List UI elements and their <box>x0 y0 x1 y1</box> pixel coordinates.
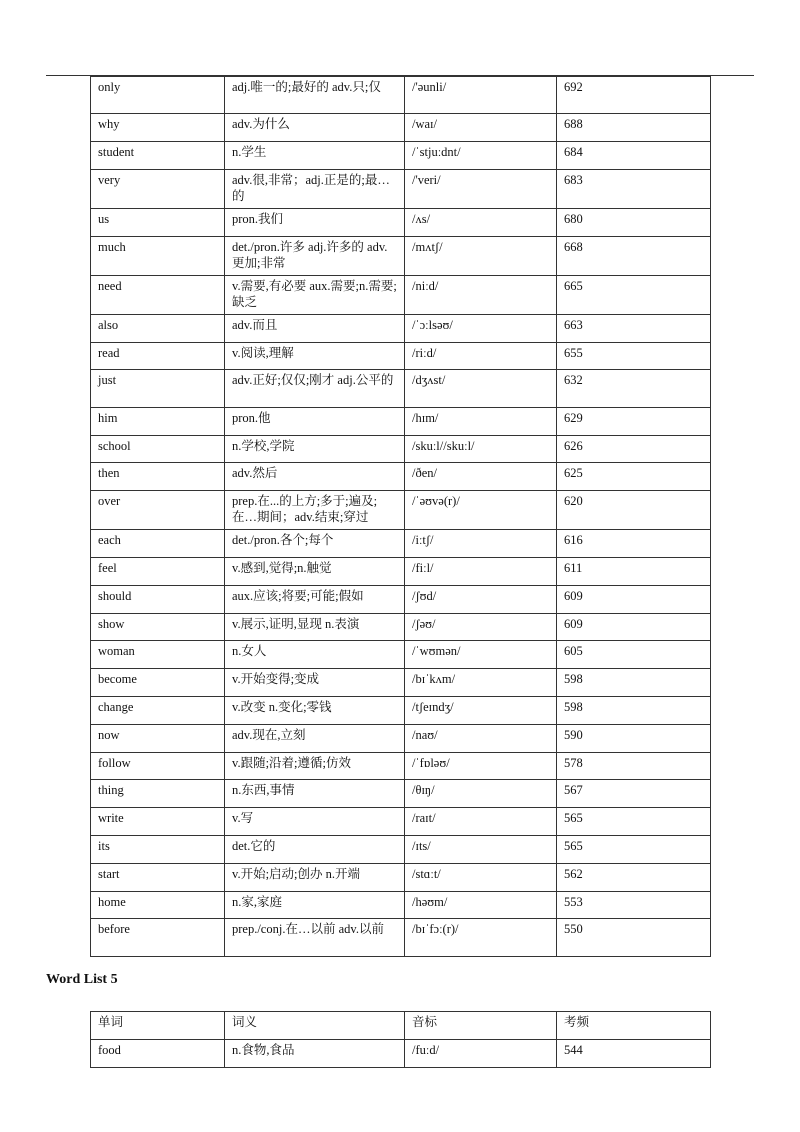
frequency-cell: 590 <box>557 724 711 752</box>
frequency-cell: 683 <box>557 169 711 208</box>
phonetic-cell: /'veri/ <box>405 169 557 208</box>
phonetic-cell: /θɪŋ/ <box>405 780 557 808</box>
frequency-cell: 598 <box>557 669 711 697</box>
frequency-cell: 605 <box>557 641 711 669</box>
phonetic-cell: /'əunli/ <box>405 77 557 114</box>
phonetic-cell: /ˈɔːlsəʊ/ <box>405 314 557 342</box>
phonetic-cell: /ˈwʊmən/ <box>405 641 557 669</box>
table-row <box>91 752 711 780</box>
table-row <box>91 919 711 956</box>
phonetic-cell: /stɑːt/ <box>405 863 557 891</box>
table-row <box>91 275 711 314</box>
table-row <box>91 463 711 491</box>
word-cell: change <box>91 696 225 724</box>
word-cell: very <box>91 169 225 208</box>
phonetic-cell: /iːtʃ/ <box>405 530 557 558</box>
phonetic-cell: /tʃeɪndʒ/ <box>405 696 557 724</box>
frequency-cell: 544 <box>557 1040 711 1068</box>
word-cell: food <box>91 1040 225 1068</box>
frequency-cell: 625 <box>557 463 711 491</box>
table-row <box>91 557 711 585</box>
frequency-cell: 692 <box>557 77 711 114</box>
table-row <box>91 808 711 836</box>
word-cell: feel <box>91 557 225 585</box>
frequency-cell: 629 <box>557 407 711 435</box>
table-row <box>91 370 711 407</box>
word-cell: each <box>91 530 225 558</box>
word-cell: school <box>91 435 225 463</box>
meaning-cell: v.开始;启动;创办 n.开端 <box>225 863 405 891</box>
meaning-cell: v.展示,证明,显现 n.表演 <box>225 613 405 641</box>
phonetic-cell: /ˈəʊvə(r)/ <box>405 491 557 530</box>
word-cell: student <box>91 142 225 170</box>
word-cell: us <box>91 208 225 236</box>
table-row <box>91 407 711 435</box>
column-header-phonetic: 音标 <box>405 1012 557 1040</box>
vocabulary-table <box>90 76 711 957</box>
phonetic-cell: /hɪm/ <box>405 407 557 435</box>
meaning-cell: adj.唯一的;最好的 adv.只;仅 <box>225 77 405 114</box>
column-header-word: 单词 <box>91 1012 225 1040</box>
word-cell: before <box>91 919 225 956</box>
table-row <box>91 724 711 752</box>
meaning-cell: n.家,家庭 <box>225 891 405 919</box>
section-title: Word List 5 <box>46 972 118 987</box>
word-cell: read <box>91 342 225 370</box>
frequency-cell: 680 <box>557 208 711 236</box>
meaning-cell: n.学生 <box>225 142 405 170</box>
frequency-cell: 611 <box>557 557 711 585</box>
meaning-cell: v.写 <box>225 808 405 836</box>
phonetic-cell: /ˈfɒləʊ/ <box>405 752 557 780</box>
table-row <box>91 142 711 170</box>
meaning-cell: v.感到,觉得;n.触觉 <box>225 557 405 585</box>
meaning-cell: v.需要,有必要 aux.需要;n.需要;缺乏 <box>225 275 405 314</box>
meaning-cell: adv.然后 <box>225 463 405 491</box>
phonetic-cell: /riːd/ <box>405 342 557 370</box>
table-row <box>91 835 711 863</box>
meaning-cell: n.东西,事情 <box>225 780 405 808</box>
phonetic-cell: /fuːd/ <box>405 1040 557 1068</box>
table-row <box>91 696 711 724</box>
table-row <box>91 208 711 236</box>
meaning-cell: v.改变 n.变化;零钱 <box>225 696 405 724</box>
word-cell: only <box>91 77 225 114</box>
meaning-cell: adv.现在,立刻 <box>225 724 405 752</box>
table-row <box>91 891 711 919</box>
table-row <box>91 863 711 891</box>
word-cell: should <box>91 585 225 613</box>
frequency-cell: 578 <box>557 752 711 780</box>
frequency-cell: 609 <box>557 585 711 613</box>
word-list-5-table <box>90 1011 711 1068</box>
frequency-cell: 684 <box>557 142 711 170</box>
meaning-cell: adv.很,非常；adj.正是的;最…的 <box>225 169 405 208</box>
table-header-row <box>91 1012 711 1040</box>
table-row <box>91 780 711 808</box>
phonetic-cell: /ʃəʊ/ <box>405 613 557 641</box>
table-row <box>91 435 711 463</box>
table-row <box>91 491 711 530</box>
meaning-cell: pron.他 <box>225 407 405 435</box>
meaning-cell: n.食物,食品 <box>225 1040 405 1068</box>
meaning-cell: adv.为什么 <box>225 114 405 142</box>
meaning-cell: v.开始变得;变成 <box>225 669 405 697</box>
phonetic-cell: /həʊm/ <box>405 891 557 919</box>
table-row <box>91 342 711 370</box>
word-cell: need <box>91 275 225 314</box>
table-row <box>91 169 711 208</box>
table-row <box>91 314 711 342</box>
word-cell: write <box>91 808 225 836</box>
word-cell: why <box>91 114 225 142</box>
word-cell: home <box>91 891 225 919</box>
phonetic-cell: /ɪts/ <box>405 835 557 863</box>
meaning-cell: det./pron.各个;每个 <box>225 530 405 558</box>
table-row <box>91 114 711 142</box>
meaning-cell: aux.应该;将要;可能;假如 <box>225 585 405 613</box>
meaning-cell: v.阅读,理解 <box>225 342 405 370</box>
meaning-cell: prep./conj.在…以前 adv.以前 <box>225 919 405 956</box>
frequency-cell: 626 <box>557 435 711 463</box>
frequency-cell: 567 <box>557 780 711 808</box>
word-cell: become <box>91 669 225 697</box>
frequency-cell: 655 <box>557 342 711 370</box>
phonetic-cell: /ðen/ <box>405 463 557 491</box>
word-cell: its <box>91 835 225 863</box>
frequency-cell: 668 <box>557 236 711 275</box>
word-cell: much <box>91 236 225 275</box>
phonetic-cell: /naʊ/ <box>405 724 557 752</box>
frequency-cell: 632 <box>557 370 711 407</box>
phonetic-cell: /mʌtʃ/ <box>405 236 557 275</box>
word-cell: also <box>91 314 225 342</box>
word-cell: woman <box>91 641 225 669</box>
table-row <box>91 236 711 275</box>
frequency-cell: 562 <box>557 863 711 891</box>
meaning-cell: adv.而且 <box>225 314 405 342</box>
phonetic-cell: /bɪˈfɔː(r)/ <box>405 919 557 956</box>
phonetic-cell: /fiːl/ <box>405 557 557 585</box>
column-header-meaning: 词义 <box>225 1012 405 1040</box>
meaning-cell: det./pron.许多 adj.许多的 adv.更加;非常 <box>225 236 405 275</box>
phonetic-cell: /skuːl//skuːl/ <box>405 435 557 463</box>
frequency-cell: 620 <box>557 491 711 530</box>
meaning-cell: n.女人 <box>225 641 405 669</box>
phonetic-cell: /ʌs/ <box>405 208 557 236</box>
table-row <box>91 585 711 613</box>
frequency-cell: 598 <box>557 696 711 724</box>
frequency-cell: 609 <box>557 613 711 641</box>
meaning-cell: det.它的 <box>225 835 405 863</box>
frequency-cell: 688 <box>557 114 711 142</box>
word-cell: follow <box>91 752 225 780</box>
meaning-cell: prep.在...的上方;多于;遍及;在…期间；adv.结束;穿过 <box>225 491 405 530</box>
frequency-cell: 550 <box>557 919 711 956</box>
table-row <box>91 1040 711 1068</box>
table-row <box>91 669 711 697</box>
frequency-cell: 663 <box>557 314 711 342</box>
table-row <box>91 77 711 114</box>
column-header-frequency: 考频 <box>557 1012 711 1040</box>
phonetic-cell: /bɪˈkʌm/ <box>405 669 557 697</box>
meaning-cell: pron.我们 <box>225 208 405 236</box>
phonetic-cell: /waɪ/ <box>405 114 557 142</box>
frequency-cell: 616 <box>557 530 711 558</box>
frequency-cell: 553 <box>557 891 711 919</box>
frequency-cell: 565 <box>557 835 711 863</box>
word-cell: show <box>91 613 225 641</box>
table-row <box>91 530 711 558</box>
meaning-cell: n.学校,学院 <box>225 435 405 463</box>
frequency-cell: 665 <box>557 275 711 314</box>
word-cell: now <box>91 724 225 752</box>
word-cell: thing <box>91 780 225 808</box>
word-cell: start <box>91 863 225 891</box>
meaning-cell: v.跟随;沿着;遵循;仿效 <box>225 752 405 780</box>
phonetic-cell: /ʃʊd/ <box>405 585 557 613</box>
phonetic-cell: /niːd/ <box>405 275 557 314</box>
word-cell: then <box>91 463 225 491</box>
word-cell: him <box>91 407 225 435</box>
phonetic-cell: /dʒʌst/ <box>405 370 557 407</box>
table-row <box>91 613 711 641</box>
word-cell: over <box>91 491 225 530</box>
phonetic-cell: /raɪt/ <box>405 808 557 836</box>
meaning-cell: adv.正好;仅仅;刚才 adj.公平的 <box>225 370 405 407</box>
phonetic-cell: /ˈstjuːdnt/ <box>405 142 557 170</box>
frequency-cell: 565 <box>557 808 711 836</box>
table-row <box>91 641 711 669</box>
word-cell: just <box>91 370 225 407</box>
